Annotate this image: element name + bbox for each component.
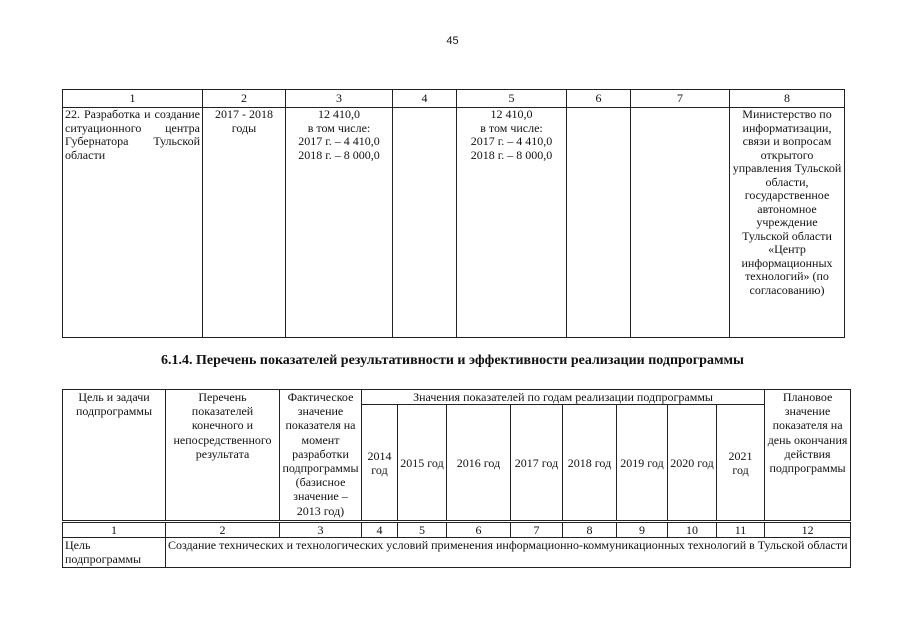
column-number: 11 [717, 522, 765, 538]
amount-2017: 2017 г. – 4 410,0 [470, 134, 553, 148]
column-number: 1 [63, 522, 166, 538]
header-goals: Цель и задачи подпрограммы [63, 390, 166, 522]
indicators-table [62, 389, 851, 568]
amount-2018: 2018 г. – 8 000,0 [298, 147, 380, 162]
column-header: 8 [730, 90, 845, 108]
column-header: 3 [286, 90, 393, 108]
column-header: 6 [567, 90, 631, 108]
table-row [63, 108, 845, 338]
table-header-row [63, 90, 845, 108]
period: 2017 - 2018 годы [203, 108, 286, 338]
goal-label: Цель подпрограммы [63, 538, 166, 567]
year-header: 2014 год [362, 405, 398, 522]
column-header: 4 [393, 90, 457, 108]
column-header: 7 [631, 90, 730, 108]
column-numbers-row [63, 522, 851, 538]
column-number: 9 [617, 522, 668, 538]
column-number: 10 [668, 522, 717, 538]
year-header: 2016 год [447, 405, 511, 522]
column-header: 1 [63, 90, 203, 108]
column-number: 3 [280, 522, 362, 538]
empty-cell [631, 108, 730, 338]
header-actual-value: Фактическое значение показателя на момент разработки подпрограммы (базисное значение – 2013 год) [280, 390, 362, 522]
total-funding [286, 108, 393, 338]
year-header: 2018 год [563, 405, 617, 522]
empty-cell [393, 108, 457, 338]
total-amount: 12 410,0 [490, 107, 533, 121]
column-header: 5 [457, 90, 567, 108]
empty-cell [567, 108, 631, 338]
total-amount: 12 410,0 [318, 107, 360, 121]
header-indicator-list: Перечень показателей конечного и непосредственного результата [166, 390, 280, 522]
table-header-row [63, 390, 851, 405]
including-label: в том числе: [480, 120, 543, 135]
column-number: 5 [398, 522, 447, 538]
amount-2017: 2017 г. – 4 410,0 [298, 134, 380, 148]
year-header: 2015 год [398, 405, 447, 522]
header-values-by-year: Значения показателей по годам реализации подпрограммы [362, 390, 765, 405]
responsible-executor: Министерство по информатизации, связи и вопросам открытого управления Тульской области, государственное автономное учреждение Тульской области «Центр информационных технологий» (по согласованию) [730, 108, 845, 338]
column-number: 4 [362, 522, 398, 538]
including-label: в том числе: [307, 120, 371, 135]
measure-name: 22. Разработка и создание ситуационного центра Губернатора Тульской области [63, 108, 203, 338]
column-header: 2 [203, 90, 286, 108]
year-header: 2021 год [717, 405, 765, 522]
column-number: 7 [511, 522, 563, 538]
year-header: 2019 год [617, 405, 668, 522]
column-number: 6 [447, 522, 511, 538]
header-planned-value: Плановое значение показателя на день окончания действия подпрограммы [765, 390, 851, 522]
column-number: 12 [765, 522, 851, 538]
year-header: 2017 год [511, 405, 563, 522]
page-number: 45 [446, 35, 459, 47]
goal-text: Создание технических и технологических условий применения информационно-коммуникационных технологий в Тульской области [166, 538, 851, 567]
funding-table [62, 89, 845, 338]
section-title: 6.1.4. Перечень показателей результативности и эффективности реализации подпрограммы [161, 353, 744, 368]
column-number: 8 [563, 522, 617, 538]
table-row [63, 538, 851, 567]
year-header: 2020 год [668, 405, 717, 522]
amount-2018: 2018 г. – 8 000,0 [470, 147, 553, 162]
column-number: 2 [166, 522, 280, 538]
regional-funding [457, 108, 567, 338]
